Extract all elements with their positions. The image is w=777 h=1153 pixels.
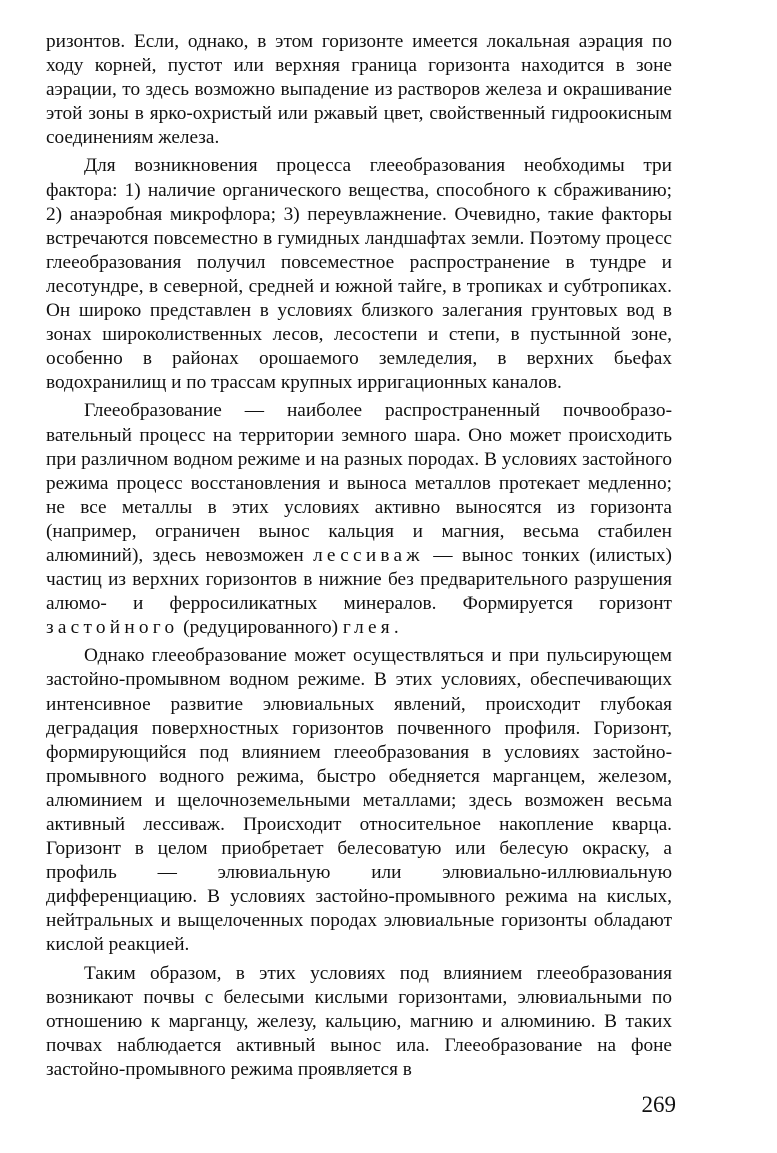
paragraph-5-text: Таким образом, в этих условиях под влиянием глееобразования возникают почвы с белесыми кислыми горизонтами, элювиальными по отношению к марганцу, железу, кальцию, магнию и алюминию. В таких почвах наблюдается активный вынос ила. Глееобразование на фоне застойно-промывного режима проявляется в <box>46 962 672 1080</box>
paragraph-1 <box>46 30 672 150</box>
paragraph-3-text-d: . <box>393 617 399 639</box>
paragraph-2-text: Для возникновения процесса глееобразования необходимы три фактора: 1) наличие органического вещества, способного к сбраживанию; 2) анаэробная микрофлора; 3) переувлажнение. Очевидно, такие факторы встречаются повсеместно в гумидных ландшафтах земли. Поэтому процесс глееобразования получил повсеместное распространение в тундре и лесотундре, в северной, средней и южной тайге, в тропиках и субтропиках. Он широко представлен в условиях близкого залегания грунтовых вод в зонах широколиственных лесов, лесостепи и степи, в пустынной зоне, особенно в районах орошаемого земледелия, в верхних бьефах водохранилищ и по трассам крупных ирригационных каналов. <box>46 155 672 394</box>
paragraph-1-text: ризонтов. Если, однако, в этом горизонте имеется локальная аэрация по ходу корней, пустот или верхняя граница горизонта находится в зоне аэрации, то здесь возможно выпадение из растворов железа и окрашивание этой зоны в ярко-охристый или ржавый цвет, свойственный гидроокисным соединениям железа. <box>46 31 672 149</box>
term-lessivage: лессиваж <box>313 544 424 566</box>
term-gley: глея <box>342 617 394 639</box>
paragraph-4 <box>46 644 672 957</box>
paragraph-3 <box>46 399 672 640</box>
term-stagnant: застойного <box>46 617 179 639</box>
paragraph-5 <box>46 962 672 1082</box>
paragraph-2 <box>46 154 672 395</box>
paragraph-4-text: Однако глееобразование может осуществляться и при пульсирующем застойно-промывном водном режиме. В этих условиях, обеспечивающих интенсивное развитие элювиальных явлений, происходит глубокая деградация поверхностных горизонтов почвенного профиля. Горизонт, формирующийся под влиянием глееобразования в условиях застойно-промывного водного режима, быстро обедняется марганцем, железом, алюминием и щелочноземельными металлами; здесь возможен весьма активный лессиваж. Происходит относительное накопление кварца. Горизонт в целом приобретает белесоватую или белесую окраску, а профиль — элювиальную или элювиально-иллювиальную дифференциацию. В условиях застойно-промывного режима на кислых, нейтральных и выщелоченных породах элювиальные горизонты обладают кислой реакцией. <box>46 645 672 956</box>
paragraph-3-text-b: — вынос тонких (илистых) частиц из верхних горизонтов в нижние без предварительного разрушения алюмо- и ферросиликатных минералов. Формируется горизонт <box>46 544 672 615</box>
paragraph-3-text-c: (редуцированного) <box>178 617 343 639</box>
paragraph-3-text-a: Глееобразование — наиболее распространенный почвообразовательный процесс на территории земного шара. Оно может происходить при различном водном режиме и на разных породах. В условиях застойного режима процесс восстановления и выноса металлов протекает медленно; не все металлы в этих условиях активно выносятся из горизонта (например, ограничен вынос кальция и магния, весьма стабилен алюминий), здесь невозможен <box>46 400 672 566</box>
document-page <box>46 30 672 1086</box>
page-number: 269 <box>641 1092 676 1117</box>
